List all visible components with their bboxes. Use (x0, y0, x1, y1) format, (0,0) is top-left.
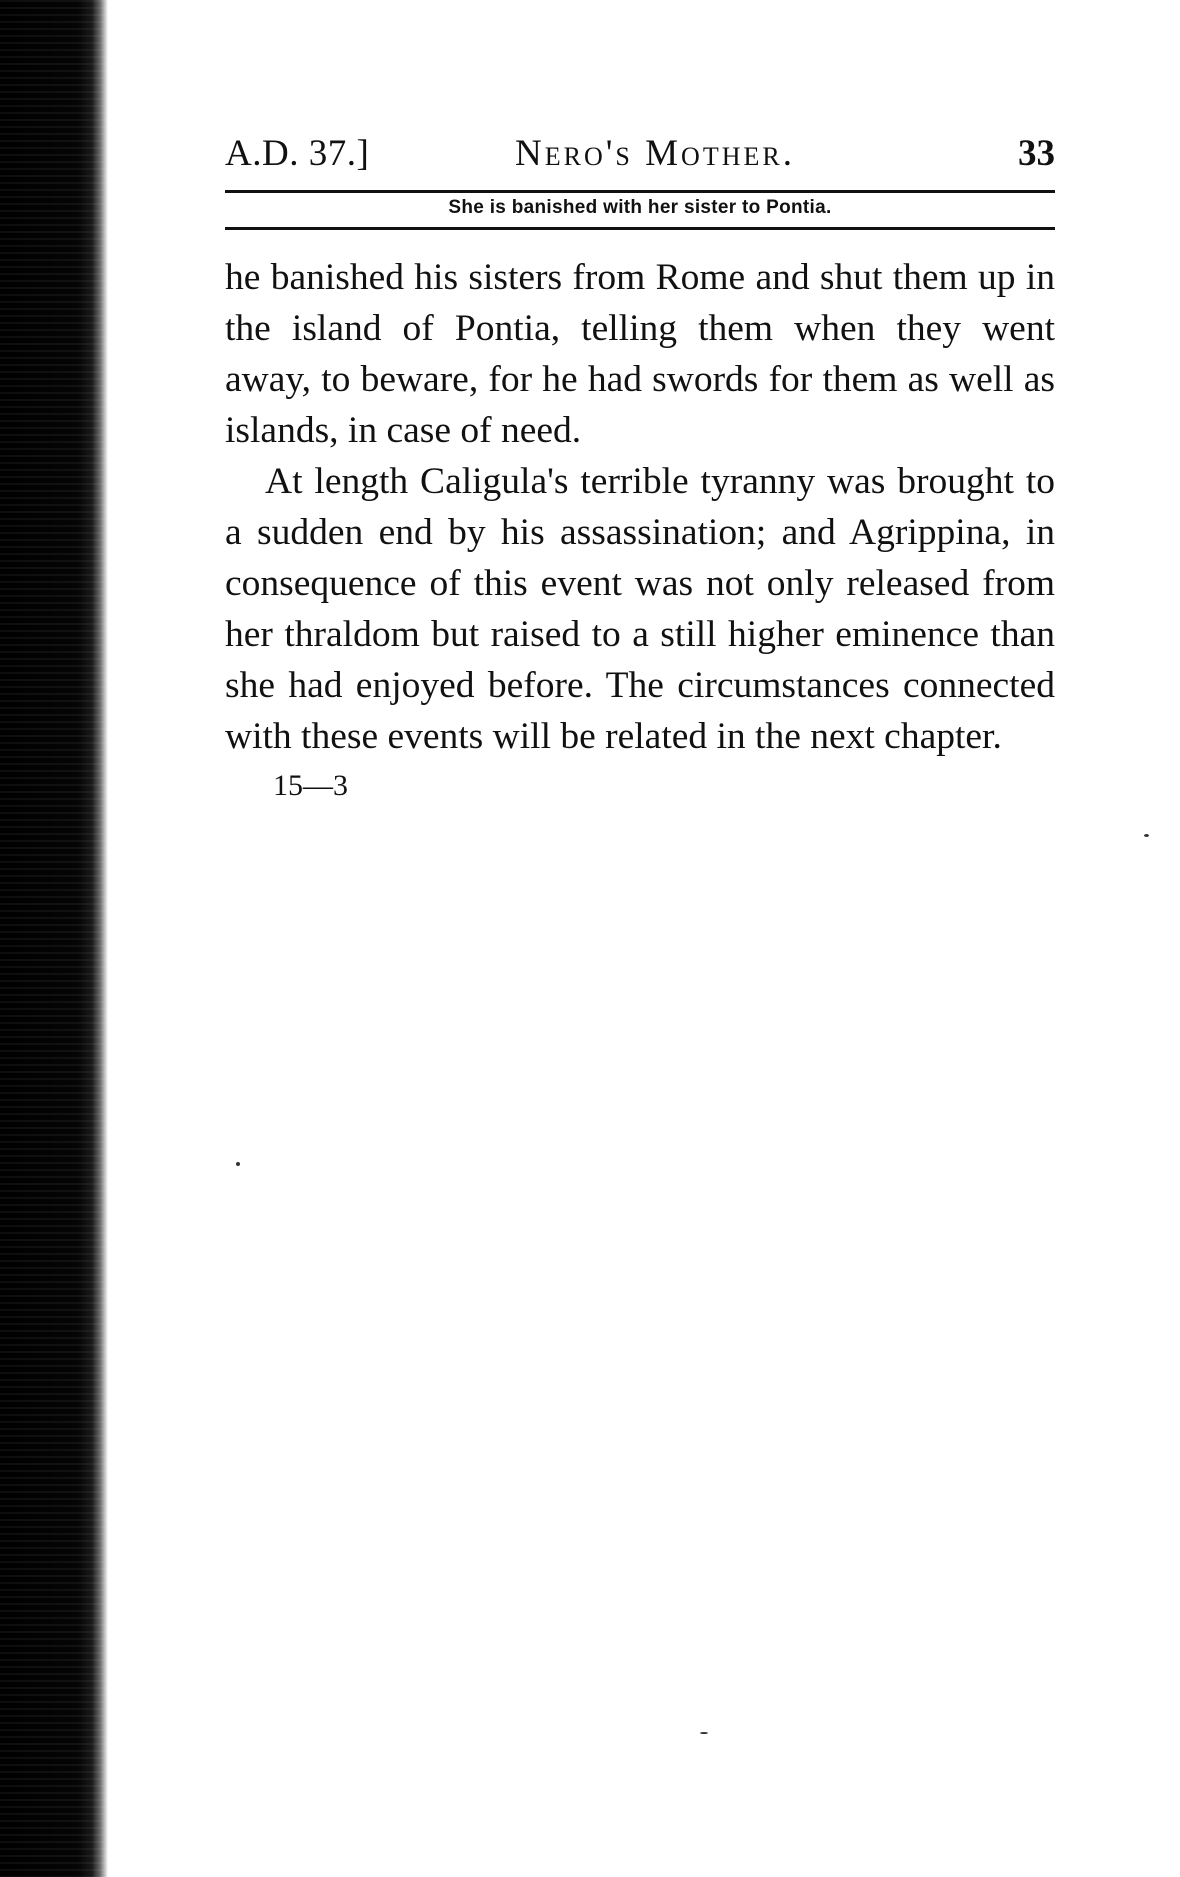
page-number: 33 (1018, 133, 1055, 174)
paragraph-continued: he banished his sisters from Rome and shut them up in the island of Pontia, telling them when they went away, to beware, for he had swords for them as well as islands, in case of need. (225, 257, 1055, 451)
running-head-title: Nero's Mother. (515, 133, 795, 174)
scan-speck (236, 1162, 240, 1166)
running-head-date: A.D. 37.] (225, 133, 370, 174)
scanned-binding-edge (0, 0, 108, 1877)
header-rule-bottom (225, 227, 1055, 230)
scan-speck (1144, 834, 1149, 837)
body-text (225, 252, 1055, 762)
paragraph: At length Caligula's terrible tyranny was brought to a sudden end by his assassination; and Agrippina, in consequence of this event was not only released from her thraldom but raised to a still higher eminence than she had enjoyed before. The circumstances connected with these events will be related in the next chapter. (225, 461, 1055, 757)
running-head (225, 128, 1055, 180)
scan-speck (700, 1732, 708, 1734)
signature-mark: 15—3 (273, 769, 348, 802)
book-page (225, 128, 1055, 806)
page-subheading: She is banished with her sister to Pontia. (448, 197, 832, 218)
